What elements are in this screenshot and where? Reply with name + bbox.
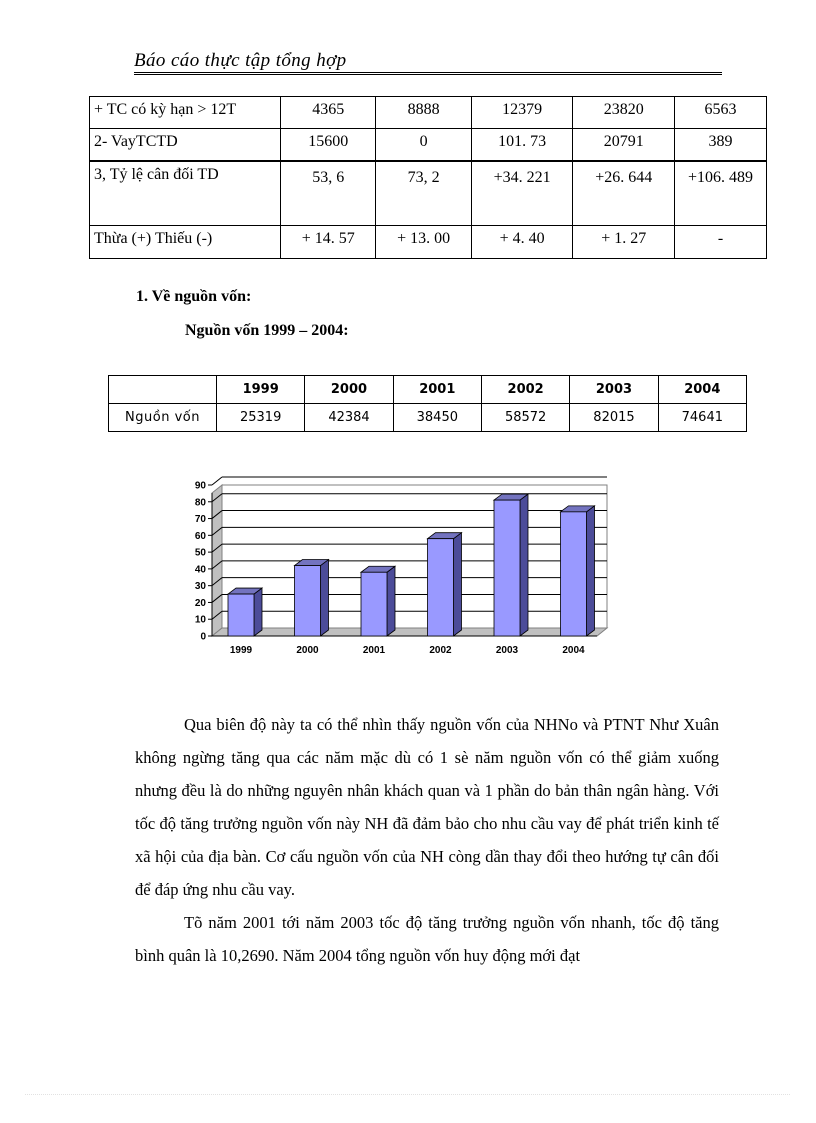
chart-side-wall xyxy=(212,485,222,636)
bar xyxy=(494,500,520,636)
table-cell: 53, 6 xyxy=(281,161,376,226)
table-cell: + 14. 57 xyxy=(281,226,376,259)
row-label: Thừa (+) Thiếu (-) xyxy=(90,226,281,259)
y-tick-label: 70 xyxy=(194,514,206,526)
year-header: 2004 xyxy=(658,376,746,404)
section-heading: 1. Về nguồn vốn: xyxy=(136,288,252,305)
table-cell: 0 xyxy=(376,129,471,161)
table-cell: +34. 221 xyxy=(471,161,573,226)
empty-header-cell xyxy=(109,376,217,404)
bar-side xyxy=(321,560,329,636)
table-cell: 38450 xyxy=(393,404,481,432)
year-header: 2000 xyxy=(305,376,393,404)
table-cell: 8888 xyxy=(376,97,471,129)
table-cell: - xyxy=(675,226,767,259)
chart-back-wall xyxy=(222,485,607,628)
year-header: 2003 xyxy=(570,376,658,404)
capital-table xyxy=(108,375,747,432)
table-cell: + 4. 40 xyxy=(471,226,573,259)
section-subheading: Nguồn vốn 1999 – 2004: xyxy=(185,322,349,339)
bar xyxy=(361,572,387,636)
table-cell: 6563 xyxy=(675,97,767,129)
bar xyxy=(561,512,587,636)
capital-bar-chart xyxy=(194,478,620,663)
paragraph: Qua biên độ này ta có thể nhìn thấy nguồn vốn của NHNo và PTNT Như Xuân không ngừng tăng qua các năm mặc dù có 1 sè năm nguồn vốn có thể giảm xuống nhưng đều là do những nguyên nhân khách quan và 1 phần do bản thân ngân hàng. Với tốc độ tăng trưởng nguồn vốn này NH đã đảm bảo cho nhu cầu vay để phát triển kinh tế xã hội của địa bàn. Cơ cấu nguồn vốn của NH còng dần thay đổi theo hướng tự cân đối để đáp ứng nhu cầu vay. xyxy=(135,715,719,899)
bar-side xyxy=(387,566,395,636)
y-tick-label: 80 xyxy=(194,497,206,509)
table-row xyxy=(90,226,767,259)
bar-side xyxy=(254,588,262,636)
table-cell: +26. 644 xyxy=(573,161,675,226)
table-header-row xyxy=(109,376,747,404)
table-cell: 73, 2 xyxy=(376,161,471,226)
bar xyxy=(428,539,454,636)
table-cell: 58572 xyxy=(481,404,569,432)
credit-balance-table xyxy=(89,96,767,259)
table-cell: 25319 xyxy=(217,404,305,432)
bar-side xyxy=(520,494,528,636)
y-tick-label: 90 xyxy=(194,480,206,492)
y-tick-label: 50 xyxy=(194,547,206,559)
y-tick-label: 20 xyxy=(194,597,206,609)
row-label: 3, Tỷ lệ cân đối TD xyxy=(90,161,281,226)
table-cell: + 1. 27 xyxy=(573,226,675,259)
year-header: 1999 xyxy=(217,376,305,404)
table-cell: 82015 xyxy=(570,404,658,432)
table-cell: 389 xyxy=(675,129,767,161)
table-cell: 15600 xyxy=(281,129,376,161)
x-tick-label: 1999 xyxy=(229,645,253,656)
x-tick-label: 2002 xyxy=(429,645,452,656)
x-tick-label: 2001 xyxy=(362,645,386,656)
page-divider xyxy=(25,1094,790,1095)
bar-side xyxy=(587,506,595,636)
gridline-depth xyxy=(212,477,222,485)
table-cell: 23820 xyxy=(573,97,675,129)
table-cell: 42384 xyxy=(305,404,393,432)
x-tick-label: 2004 xyxy=(562,645,585,656)
table-row xyxy=(90,97,767,129)
row-label: 2- VayTCTD xyxy=(90,129,281,161)
table-cell: 74641 xyxy=(658,404,746,432)
table-cell: +106. 489 xyxy=(675,161,767,226)
table-cell: + 13. 00 xyxy=(376,226,471,259)
y-tick-label: 30 xyxy=(194,581,206,593)
year-header: 2001 xyxy=(393,376,481,404)
table-row xyxy=(90,161,767,226)
table-cell: 4365 xyxy=(281,97,376,129)
bar xyxy=(295,566,321,636)
table-row xyxy=(90,129,767,161)
table-cell: 12379 xyxy=(471,97,573,129)
row-label: Nguồn vốn xyxy=(109,404,217,432)
bar xyxy=(228,594,254,636)
x-tick-label: 2003 xyxy=(495,645,519,656)
row-label: + TC có kỳ hạn > 12T xyxy=(90,97,281,129)
y-tick-label: 0 xyxy=(200,631,206,643)
table-cell: 101. 73 xyxy=(471,129,573,161)
page-header-title: Báo cáo thực tập tổng hợp xyxy=(134,50,722,75)
bar-side xyxy=(454,533,462,636)
table-row xyxy=(109,404,747,432)
y-tick-label: 60 xyxy=(194,530,206,542)
x-tick-label: 2000 xyxy=(296,645,319,656)
chart-floor xyxy=(212,628,607,636)
paragraph: Tõ năm 2001 tới năm 2003 tốc độ tăng trưởng nguồn vốn nhanh, tốc độ tăng bình quân là 10,2690. Năm 2004 tổng nguồn vốn huy động mới đạt xyxy=(135,913,719,965)
table-cell: 20791 xyxy=(573,129,675,161)
year-header: 2002 xyxy=(481,376,569,404)
y-tick-label: 10 xyxy=(194,614,206,626)
y-tick-label: 40 xyxy=(194,564,206,576)
body-text xyxy=(135,708,719,972)
